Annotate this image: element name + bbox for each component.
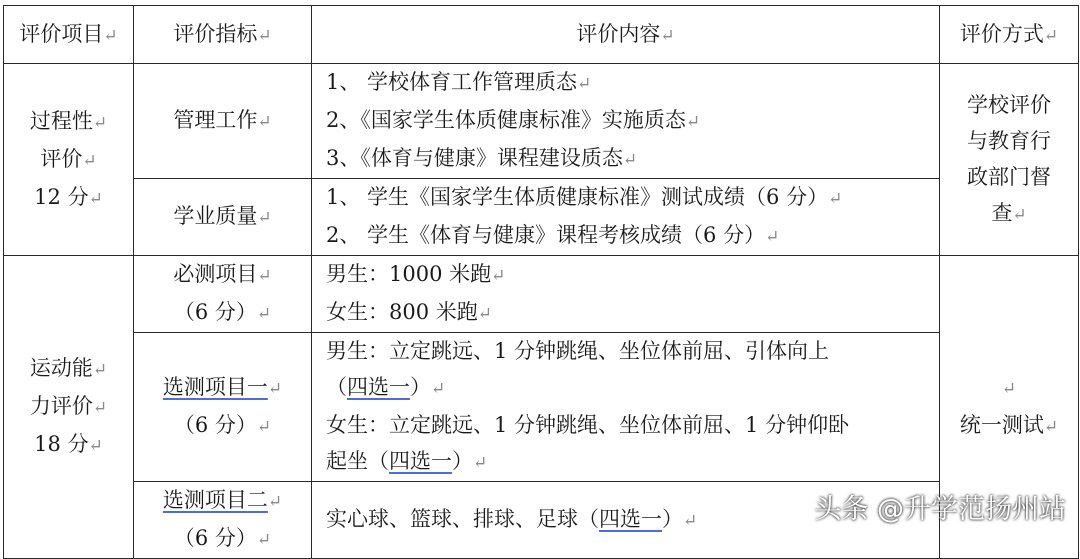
row-academic xyxy=(4,179,1079,256)
management-indicator: 管理工作↵ xyxy=(134,64,312,179)
watermark: 头条 @升学范扬州站 xyxy=(814,494,1066,525)
academic-content: 1、 学生《国家学生体质健康标准》测试成绩（6 分）↵ 2、 学生《体育与健康》课程考核成绩（6 分）↵ xyxy=(312,179,940,256)
header-row xyxy=(4,6,1079,64)
academic-indicator: 学业质量↵ xyxy=(134,179,312,256)
process-project-cell: 过程性↵ 评价↵ 12 分↵ xyxy=(4,64,134,256)
row-management xyxy=(4,64,1079,179)
required-content: 男生：1000 米跑↵ 女生：800 米跑↵ xyxy=(312,256,940,333)
header-project: 评价项目↵ xyxy=(4,6,134,64)
elective2-indicator: 选测项目二↵ （6 分）↵ xyxy=(134,482,312,559)
evaluation-table xyxy=(3,5,1079,559)
process-method-cell: 学校评价 与教育行 政部门督 查↵ xyxy=(940,64,1079,256)
row-elective1 xyxy=(4,333,1079,482)
elective1-indicator: 选测项目一↵ （6 分）↵ xyxy=(134,333,312,482)
sport-project-cell: 运动能↵ 力评价↵ 18 分↵ xyxy=(4,256,134,559)
sport-method-cell: ↵ 统一测试↵ xyxy=(940,256,1079,559)
elective2-content: 实心球、篮球、排球、足球（四选一）↵ xyxy=(312,482,940,559)
header-content: 评价内容↵ xyxy=(312,6,940,64)
elective1-content: 男生：立定跳远、1 分钟跳绳、坐位体前屈、引体向上 （四选一）↵ 女生：立定跳远、1 分钟跳绳、坐位体前屈、1 分钟仰卧 起坐（四选一）↵ xyxy=(312,333,940,482)
row-required xyxy=(4,256,1079,333)
required-indicator: 必测项目↵ （6 分）↵ xyxy=(134,256,312,333)
management-content: 1、 学校体育工作管理质态↵ 2、《国家学生体质健康标准》实施质态↵ 3、《体育与健康》课程建设质态↵ xyxy=(312,64,940,179)
header-indicator: 评价指标↵ xyxy=(134,6,312,64)
header-method: 评价方式↵ xyxy=(940,6,1079,64)
